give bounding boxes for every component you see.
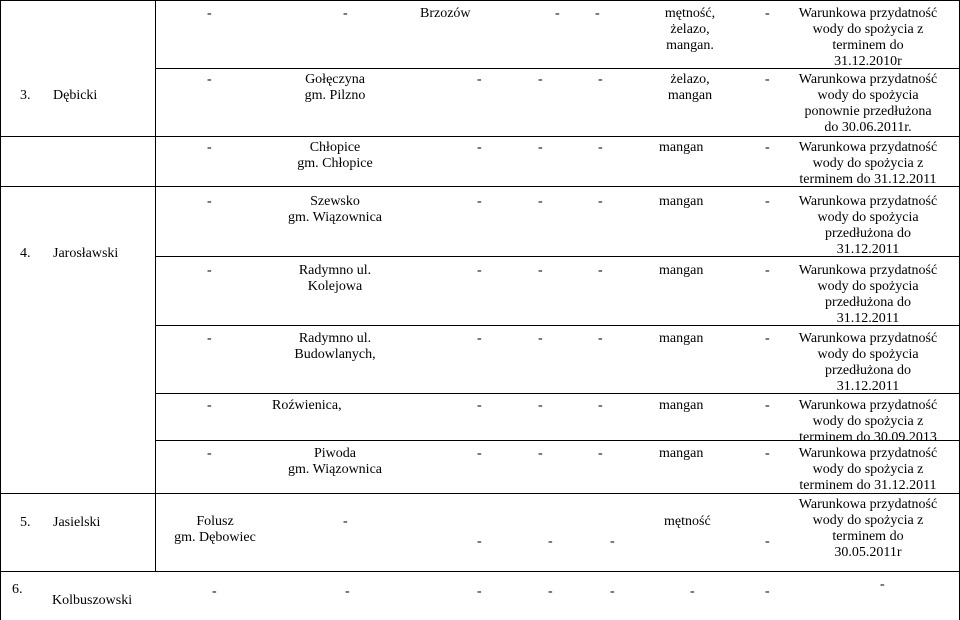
dash: -	[477, 584, 482, 599]
parameter: mętność	[664, 514, 711, 529]
dash: -	[477, 398, 482, 413]
dash: -	[343, 514, 348, 529]
status-text: Warunkowa przydatność wody do spożycia z terminem do 31.12.2010r	[798, 6, 938, 69]
parameter: mętność, żelazo, mangan.	[664, 6, 716, 53]
dash: -	[207, 194, 212, 209]
parameter: mangan	[659, 140, 704, 155]
dash: -	[207, 6, 212, 21]
county-name: Dębicki	[53, 88, 98, 103]
status-text: Warunkowa przydatność wody do spożycia przedłużona do 31.12.2011	[798, 263, 938, 326]
place-name: Gołęczyna gm. Pilzno	[304, 72, 366, 103]
dash: -	[207, 140, 212, 155]
dash: -	[538, 194, 543, 209]
county-name: Kolbuszowski	[52, 593, 133, 608]
place-name: Roźwienica,	[272, 398, 342, 413]
dash: -	[207, 398, 212, 413]
place-name: Folusz gm. Dębowiec	[174, 514, 256, 545]
dash: -	[207, 446, 212, 461]
dash: -	[610, 534, 615, 549]
status-text: Warunkowa przydatność wody do spożycia z terminem do 31.12.2011	[798, 140, 938, 187]
dash: -	[610, 584, 615, 599]
dash: -	[345, 584, 350, 599]
dash: -	[880, 577, 885, 592]
dash: -	[765, 534, 770, 549]
status-text: Warunkowa przydatność wody do spożycia z terminem do 31.12.2011	[798, 446, 938, 493]
dash: -	[548, 534, 553, 549]
dash: -	[765, 584, 770, 599]
parameter: żelazo, mangan	[667, 72, 713, 103]
dash: -	[765, 72, 770, 87]
dash: -	[598, 194, 603, 209]
parameter: mangan	[659, 331, 704, 346]
dash: -	[598, 398, 603, 413]
dash: -	[538, 263, 543, 278]
place-name: Brzozów	[420, 6, 471, 21]
dash: -	[765, 140, 770, 155]
county-name: Jasielski	[53, 515, 101, 530]
parameter: mangan	[659, 263, 704, 278]
dash: -	[765, 446, 770, 461]
place-name: Piwoda gm. Wiązownica	[287, 446, 383, 477]
column-divider	[155, 0, 156, 571]
dash: -	[477, 446, 482, 461]
status-text: Warunkowa przydatność wody do spożycia z terminem do 30.09.2013	[798, 398, 938, 445]
dash: -	[598, 331, 603, 346]
dash: -	[538, 331, 543, 346]
dash: -	[538, 446, 543, 461]
section-number: 3.	[20, 88, 31, 103]
dash: -	[555, 6, 560, 21]
dash: -	[598, 72, 603, 87]
section-number: 6.	[12, 582, 23, 597]
status-text: Warunkowa przydatność wody do spożycia przedłużona do 31.12.2011	[798, 331, 938, 394]
dash: -	[548, 584, 553, 599]
place-name: Radymno ul. Budowlanych,	[294, 331, 376, 362]
dash: -	[538, 140, 543, 155]
dash: -	[765, 194, 770, 209]
dash: -	[212, 584, 217, 599]
status-text: Warunkowa przydatność wody do spożycia ponownie przedłużona do 30.06.2011r.	[798, 72, 938, 135]
county-name: Jarosławski	[53, 246, 119, 261]
dash: -	[765, 398, 770, 413]
dash: -	[595, 6, 600, 21]
parameter: mangan	[659, 446, 704, 461]
place-name: Chłopice gm. Chłopice	[297, 140, 373, 171]
dash: -	[207, 72, 212, 87]
table-border-left	[0, 0, 1, 620]
parameter: mangan	[659, 194, 704, 209]
dash: -	[477, 140, 482, 155]
dash: -	[477, 534, 482, 549]
row-divider	[0, 571, 960, 572]
dash: -	[477, 194, 482, 209]
place-name: Radymno ul. Kolejowa	[298, 263, 372, 294]
row-divider	[0, 136, 960, 137]
dash: -	[538, 398, 543, 413]
dash: -	[207, 263, 212, 278]
dash: -	[765, 331, 770, 346]
dash: -	[765, 6, 770, 21]
status-text: Warunkowa przydatność wody do spożycia przedłużona do 31.12.2011	[798, 194, 938, 257]
dash: -	[343, 6, 348, 21]
dash: -	[598, 446, 603, 461]
dash: -	[765, 263, 770, 278]
dash: -	[477, 331, 482, 346]
dash: -	[538, 72, 543, 87]
dash: -	[477, 263, 482, 278]
table-border-top	[0, 0, 960, 1]
place-name: Szewsko gm. Wiązownica	[287, 194, 383, 225]
dash: -	[207, 331, 212, 346]
dash: -	[477, 72, 482, 87]
dash: -	[598, 140, 603, 155]
section-number: 4.	[20, 246, 31, 261]
dash: -	[690, 584, 695, 599]
dash: -	[598, 263, 603, 278]
parameter: mangan	[659, 398, 704, 413]
section-number: 5.	[20, 515, 31, 530]
status-text: Warunkowa przydatność wody do spożycia z terminem do 30.05.2011r	[798, 497, 938, 560]
